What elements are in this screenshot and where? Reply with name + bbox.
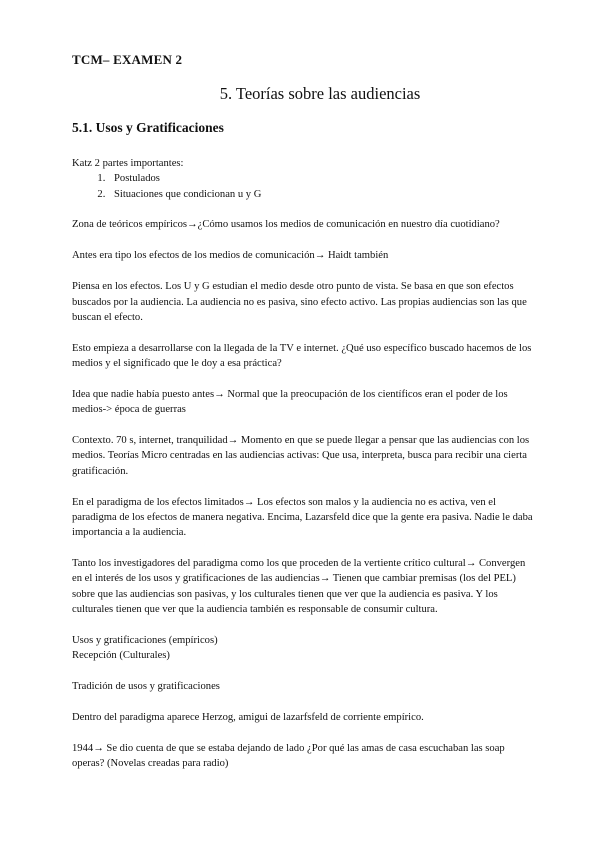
paragraph: En el paradigma de los efectos limitados→ Los efectos son malos y la audiencia no es activa, ven el paradigma de los efectos de manera negativa. Encima, Lazarsfeld dice que la gente era pasiva. Nadie le daba importancia a la audiencia. xyxy=(72,496,533,539)
section-title: 5.1. Usos y Gratificaciones xyxy=(72,120,224,135)
paragraph: Tanto los investigadores del paradigma como los que proceden de la vertiente crítico cultural→ Convergen en el interés de los usos y gratificaciones de las audiencias→ Tienen que cambiar premisas (los del PEL) sobre que las audiencias son pasivas, y los culturales tienen que ver que la audiencia es pasiva. Y los culturales tienen que ver que la audiencia también es responsable de consumir cultura. xyxy=(72,558,526,615)
chapter-title: 5. Teorías sobre las audiencias xyxy=(219,84,421,103)
paragraph: Tradición de usos y gratificaciones xyxy=(72,681,220,693)
document-header: TCM– EXAMEN 2 xyxy=(72,52,183,67)
paragraph: Contexto. 70 s, internet, tranquilidad→ Momento en que se puede llegar a pensar que las audiencias con los medios. Teorías Micro centradas en las audiencias activas: Que usa, interpreta, busca para recibir una cierta gratificación. xyxy=(72,435,530,477)
pair-line-2: Recepción (Culturales) xyxy=(72,650,170,662)
list-item: 2. Situaciones que condicionan u y G xyxy=(108,187,534,202)
paragraph: Piensa en los efectos. Los U y G estudian el medio desde otro punto de vista. Se basa en que son efectos buscados por la audiencia. La audiencia no es pasiva, sino efecto activo. Las propias audiencias son las que buscan el efecto. xyxy=(72,281,527,323)
paragraph: 1944→ Se dio cuenta de que se estaba dejando de lado ¿Por qué las amas de casa escuchaban las soap operas? (Novelas creadas para radio) xyxy=(72,742,505,770)
paragraph: Dentro del paradigma aparece Herzog, amigui de lazarfsfeld de corriente empírico. xyxy=(72,711,424,723)
paragraph: Idea que nadie había puesto antes→ Normal que la preocupación de los científicos eran el poder de los medios-> época de guerras xyxy=(72,388,508,416)
intro-line: Katz 2 partes importantes: xyxy=(72,158,184,169)
paragraph: Esto empieza a desarrollarse con la llegada de la TV e internet. ¿Qué uso específico buscado hacemos de los medios y el significado que le doy a esa práctica? xyxy=(72,342,532,370)
list-item: 1. Postulados xyxy=(108,171,534,186)
pair-line-1: Usos y gratificaciones (empíricos) xyxy=(72,634,218,646)
document-body xyxy=(72,156,534,787)
numbered-list xyxy=(72,171,534,202)
paragraph: Zona de teóricos empíricos→¿Cómo usamos los medios de comunicación en nuestro día cuotidiano? xyxy=(72,219,500,231)
paragraph: Antes era tipo los efectos de los medios de comunicación→ Haidt también xyxy=(72,250,389,262)
